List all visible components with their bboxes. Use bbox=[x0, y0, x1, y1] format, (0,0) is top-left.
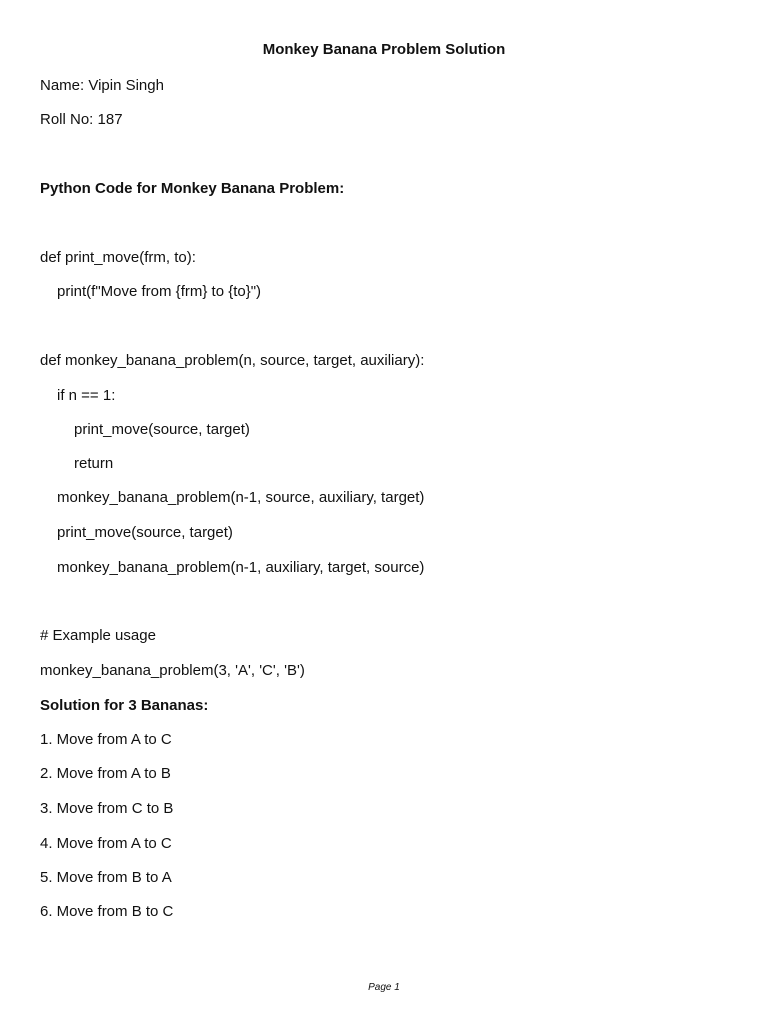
code-line: print_move(source, target) bbox=[57, 524, 233, 541]
code-line: return bbox=[74, 455, 114, 472]
page-number: Page 1 bbox=[368, 982, 400, 993]
student-name: Name: Vipin Singh bbox=[40, 77, 164, 94]
code-line: print_move(source, target) bbox=[74, 421, 250, 438]
code-line: monkey_banana_problem(3, 'A', 'C', 'B') bbox=[40, 662, 305, 679]
document-title: Monkey Banana Problem Solution bbox=[262, 41, 506, 58]
solution-step: 5. Move from B to A bbox=[40, 869, 172, 886]
roll-number: Roll No: 187 bbox=[40, 111, 123, 128]
code-line: monkey_banana_problem(n-1, source, auxiliary, target) bbox=[57, 489, 425, 506]
solution-heading: Solution for 3 Bananas: bbox=[40, 697, 209, 714]
solution-step: 6. Move from B to C bbox=[40, 903, 174, 920]
solution-step: 4. Move from A to C bbox=[40, 835, 172, 852]
solution-step: 3. Move from C to B bbox=[40, 800, 174, 817]
code-line: def print_move(frm, to): bbox=[40, 249, 196, 266]
code-line: monkey_banana_problem(n-1, auxiliary, target, source) bbox=[57, 559, 425, 576]
code-line: def monkey_banana_problem(n, source, target, auxiliary): bbox=[40, 352, 425, 369]
code-line: if n == 1: bbox=[57, 387, 116, 404]
code-comment: # Example usage bbox=[40, 627, 156, 644]
code-heading: Python Code for Monkey Banana Problem: bbox=[40, 180, 345, 197]
code-line: print(f"Move from {frm} to {to}") bbox=[57, 283, 262, 300]
solution-step: 2. Move from A to B bbox=[40, 765, 171, 782]
solution-step: 1. Move from A to C bbox=[40, 731, 172, 748]
